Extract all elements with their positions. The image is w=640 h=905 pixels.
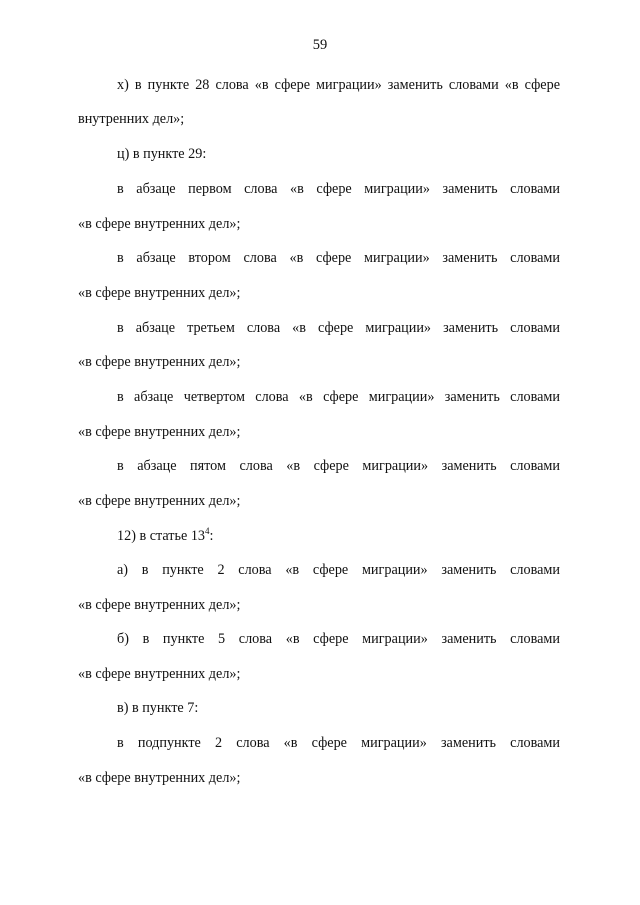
text-line: «в сфере внутренних дел»; bbox=[78, 493, 241, 509]
text-line: «в сфере внутренних дел»; bbox=[78, 597, 241, 613]
text-line: в абзаце первом слова «в сфере миграции» заменить словами bbox=[117, 181, 560, 197]
article-superscript: 4 bbox=[205, 526, 210, 536]
text-line: «в сфере внутренних дел»; bbox=[78, 424, 241, 440]
text-line: б) в пункте 5 слова «в сфере миграции» заменить словами bbox=[117, 631, 560, 647]
page-number: 59 bbox=[312, 37, 328, 53]
text-line: «в сфере внутренних дел»; bbox=[78, 216, 241, 232]
text-line: ц) в пункте 29: bbox=[117, 146, 207, 162]
text-line: х) в пункте 28 слова «в сфере миграции» заменить словами «в сфере bbox=[117, 77, 560, 93]
article-colon: : bbox=[209, 528, 214, 544]
text-line-article bbox=[117, 527, 560, 545]
text-line: внутренних дел»; bbox=[78, 111, 185, 127]
text-line: «в сфере внутренних дел»; bbox=[78, 770, 241, 786]
text-line: в абзаце втором слова «в сфере миграции» заменить словами bbox=[117, 250, 560, 266]
text-line: а) в пункте 2 слова «в сфере миграции» заменить словами bbox=[117, 562, 560, 578]
text-line: в абзаце пятом слова «в сфере миграции» заменить словами bbox=[117, 458, 560, 474]
text-line: в подпункте 2 слова «в сфере миграции» заменить словами bbox=[117, 735, 560, 751]
text-line: «в сфере внутренних дел»; bbox=[78, 285, 241, 301]
article-text: 12) в статье 13 bbox=[117, 528, 206, 544]
text-line: в абзаце четвертом слова «в сфере миграции» заменить словами bbox=[117, 389, 560, 405]
text-line: «в сфере внутренних дел»; bbox=[78, 666, 241, 682]
text-line: «в сфере внутренних дел»; bbox=[78, 354, 241, 370]
text-line: в абзаце третьем слова «в сфере миграции» заменить словами bbox=[117, 320, 560, 336]
text-line: в) в пункте 7: bbox=[117, 700, 199, 716]
